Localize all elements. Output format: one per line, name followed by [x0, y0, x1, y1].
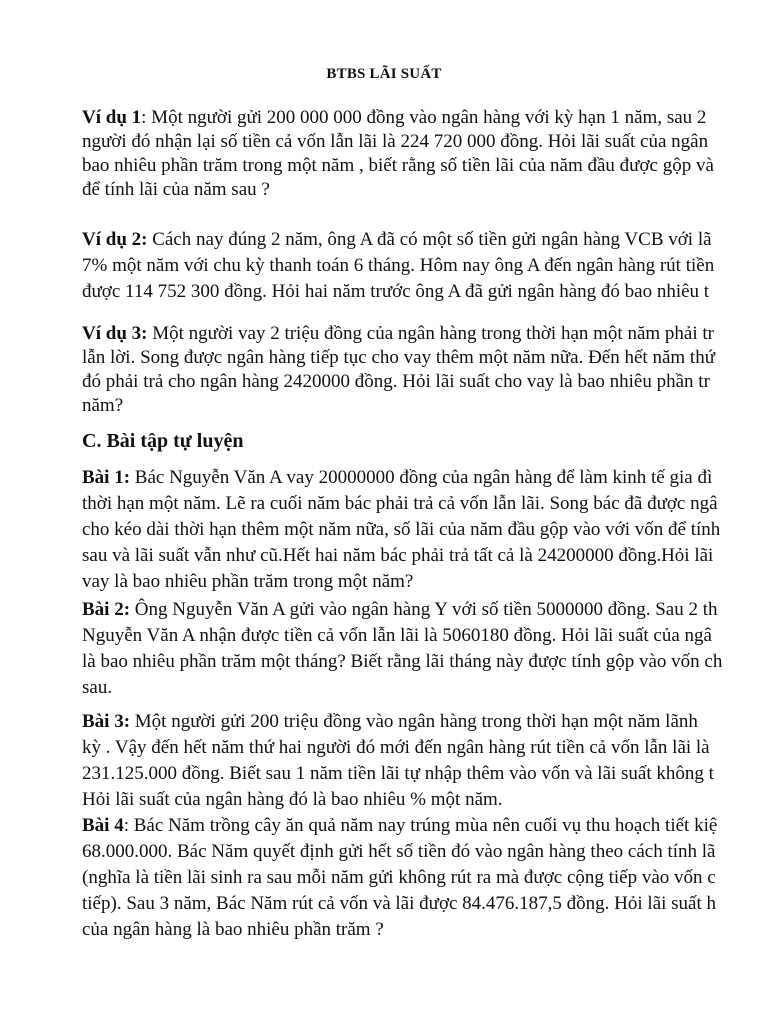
exercise-4-line-5: của ngân hàng là bao nhiêu phần trăm ?: [82, 919, 384, 940]
example-3-line-1: Ví dụ 3: Một người vay 2 triệu đồng của ngân hàng trong thời hạn một năm phải tr: [82, 323, 714, 344]
exercise-1-line-4: sau và lãi suất vẫn như cũ.Hết hai năm bác phải trả tất cả là 24200000 đồng.Hỏi lãi: [82, 545, 714, 566]
example-1-line-4: để tính lãi của năm sau ?: [82, 179, 270, 200]
exercise-2-line-4: sau.: [82, 677, 113, 698]
exercise-1-line-1: Bài 1: Bác Nguyễn Văn A vay 20000000 đồng của ngân hàng để làm kinh tế gia đì: [82, 467, 713, 488]
example-1-label: Ví dụ 1: [82, 107, 142, 128]
exercise-3-line-2: kỳ . Vậy đến hết năm thứ hai người đó mới đến ngân hàng rút tiền cả vốn lẫn lãi là: [82, 737, 710, 758]
example-1-line-2: người đó nhận lại số tiền cả vốn lẫn lãi là 224 720 000 đồng. Hỏi lãi suất của ngân: [82, 131, 709, 152]
example-3-label: Ví dụ 3:: [82, 323, 148, 344]
exercise-4-line-1: Bài 4: Bác Năm trồng cây ăn quả năm nay trúng mùa nên cuối vụ thu hoạch tiết kiệ: [82, 815, 718, 836]
exercise-3-line-1: Bài 3: Một người gửi 200 triệu đồng vào ngân hàng trong thời hạn một năm lãnh: [82, 711, 698, 732]
exercise-1-line-5: vay là bao nhiêu phần trăm trong một năm?: [82, 571, 414, 592]
exercise-3-label: Bài 3:: [82, 711, 131, 732]
example-3-line-4: năm?: [82, 395, 124, 416]
exercise-1-line-3: cho kéo dài thời hạn thêm một năm nữa, số lãi của năm đầu gộp vào với vốn để tính: [82, 519, 721, 540]
exercise-3-line-3: 231.125.000 đồng. Biết sau 1 năm tiền lãi tự nhập thêm vào vốn và lãi suất không t: [82, 763, 714, 784]
section-heading: C. Bài tập tự luyện: [82, 430, 244, 452]
example-3-line-2: lẫn lời. Song được ngân hàng tiếp tục cho vay thêm một năm nữa. Đến hết năm thứ: [82, 347, 715, 368]
example-2-line-2: 7% một năm với chu kỳ thanh toán 6 tháng. Hôm nay ông A đến ngân hàng rút tiền: [82, 255, 715, 276]
example-2-line-1: Ví dụ 2: Cách nay đúng 2 năm, ông A đã có một số tiền gửi ngân hàng VCB với lã: [82, 229, 712, 250]
exercise-4-line-4: tiếp). Sau 3 năm, Bác Năm rút cả vốn và lãi được 84.476.187,5 đồng. Hỏi lãi suất h: [82, 893, 717, 914]
example-2-label: Ví dụ 2:: [82, 229, 148, 250]
exercise-2-label: Bài 2:: [82, 599, 131, 620]
exercise-1-line-2: thời hạn một năm. Lẽ ra cuối năm bác phải trả cả vốn lẫn lãi. Song bác đã được ngâ: [82, 493, 718, 514]
example-3-line-3: đó phải trả cho ngân hàng 2420000 đồng. Hỏi lãi suất cho vay là bao nhiêu phần tr: [82, 371, 710, 392]
exercise-4-line-3: (nghĩa là tiền lãi sinh ra sau mỗi năm gửi không rút ra mà được cộng tiếp vào vốn c: [82, 867, 716, 888]
exercise-2-line-3: là bao nhiêu phần trăm một tháng? Biết rằng lãi tháng này được tính gộp vào vốn ch: [82, 651, 723, 672]
exercise-4-line-2: 68.000.000. Bác Năm quyết định gửi hết số tiền đó vào ngân hàng theo cách tính lã: [82, 841, 716, 862]
example-2-line-3: được 114 752 300 đồng. Hỏi hai năm trước ông A đã gửi ngân hàng đó bao nhiêu t: [82, 281, 710, 302]
exercise-3-line-4: Hỏi lãi suất của ngân hàng đó là bao nhiêu % một năm.: [82, 789, 503, 810]
document-title: BTBS LÃI SUẤT: [326, 66, 442, 82]
example-1-line-3: bao nhiêu phần trăm trong một năm , biết rằng số tiền lãi của năm đầu được gộp và: [82, 155, 714, 176]
exercise-2-line-1: Bài 2: Ông Nguyễn Văn A gửi vào ngân hàng Y với số tiền 5000000 đồng. Sau 2 th: [82, 599, 718, 620]
example-1-line-1: Ví dụ 1: Một người gửi 200 000 000 đồng vào ngân hàng với kỳ hạn 1 năm, sau 2: [82, 107, 707, 128]
exercise-2-line-2: Nguyễn Văn A nhận được tiền cả vốn lẫn lãi là 5060180 đồng. Hỏi lãi suất của ngâ: [82, 625, 712, 646]
exercise-4-label: Bài 4: [82, 815, 124, 836]
exercise-1-label: Bài 1:: [82, 467, 131, 488]
